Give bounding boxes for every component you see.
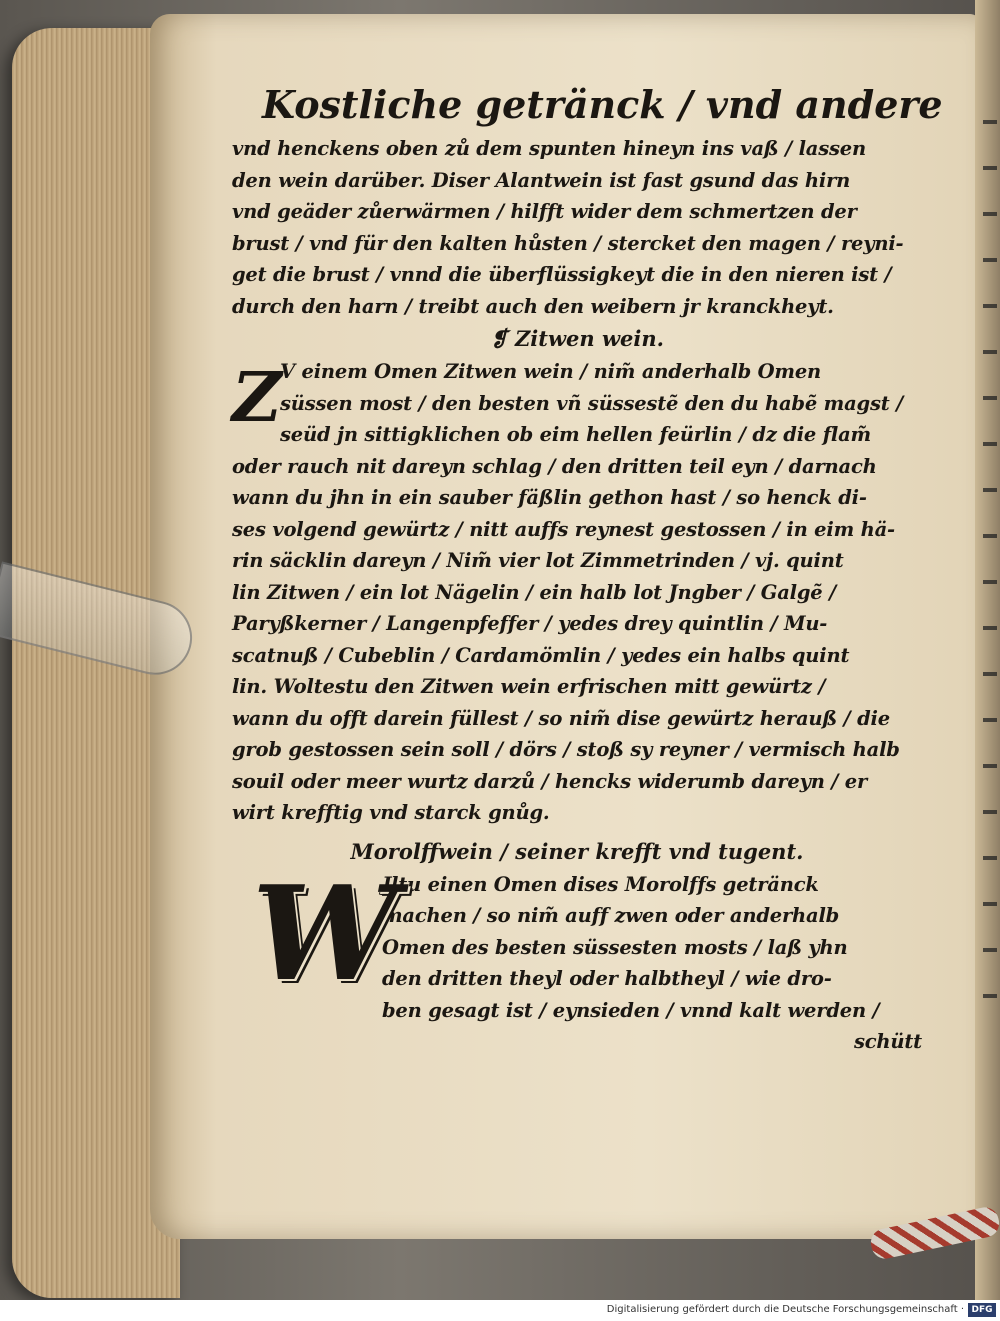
text-line: grob gestossen sein soll / dörs / stoß sy reyner / vermisch halb xyxy=(232,738,900,761)
text-line: wirt krefftig vnd starck gnůg. xyxy=(232,801,550,824)
text-line: ses volgend gewürtz / nitt auffs reynest gestossen / in eim hä- xyxy=(232,517,895,541)
text-line: V einem Omen Zitwen wein / nim̃ anderhalb Omen xyxy=(280,360,821,383)
text-line: vnd henckens oben zů dem spunten hineyn ins vaß / lassen xyxy=(232,137,866,160)
text-line: wann du offt darein füllest / so nim̃ dise gewürtz herauß / die xyxy=(232,706,890,730)
zitwen-recipe xyxy=(232,356,922,829)
text-line: schütt xyxy=(853,1030,922,1053)
footer-bar xyxy=(0,1300,1000,1321)
text-line: machen / so nim̃ auff zwen oder anderhalb xyxy=(382,904,840,927)
drop-cap-z: Z xyxy=(232,358,282,438)
page-text-block xyxy=(232,82,943,1058)
heading-zitwen-wein: ❡ Zitwen wein. xyxy=(490,326,664,351)
text-line: vnd geäder zůerwärmen / hilfft wider dem schmertzen der xyxy=(232,200,857,223)
text-line: den wein darüber. Diser Alantwein ist fast gsund das hirn xyxy=(232,168,851,192)
paragraph-zitwen xyxy=(232,356,922,829)
text-line: Omen des besten süssesten mosts / laß yhn xyxy=(382,935,848,959)
dfg-logo: DFG xyxy=(968,1303,996,1317)
text-line: souil oder meer wurtz darzů / hencks widerumb dareyn / er xyxy=(232,769,868,793)
text-line: get die brust / vnnd die überflüssigkeyt die in den nieren ist / xyxy=(232,263,892,286)
text-line: den dritten theyl oder halbtheyl / wie dro- xyxy=(382,967,832,990)
heading-morolffwein: Morolffwein / seiner krefft vnd tugent. xyxy=(350,838,804,864)
text-line: lin Zitwen / ein lot Nägelin / ein halb lot Jngber / Galgẽ / xyxy=(232,580,837,604)
paragraph-alantwein xyxy=(232,133,922,322)
text-line: seüd jn sittigklichen ob eim hellen feürlin / dz die flam̃ xyxy=(280,423,871,446)
text-line: wann du jhn in ein sauber fäßlin gethon hast / so henck di- xyxy=(232,486,867,509)
drop-cap-w: W xyxy=(252,856,398,1010)
text-line: brust / vnd für den kalten hůsten / stercket den magen / reyni- xyxy=(232,231,904,255)
text-line: süssen most / den besten vñ süssestẽ den du habẽ magst / xyxy=(280,391,904,415)
text-line: lin. Woltestu den Zitwen wein erfrischen mitt gewürtz / xyxy=(232,675,826,698)
page-title: Kostliche getränck / vnd andere xyxy=(262,82,943,127)
text-line: oder rauch nit dareyn schlag / den dritten teil eyn / darnach xyxy=(232,454,877,478)
footer-credit: Digitalisierung gefördert durch die Deutsche Forschungsgemeinschaft · xyxy=(606,1304,964,1315)
morolff-recipe xyxy=(232,856,922,1058)
text-line: durch den harn / treibt auch den weibern jr kranckheyt. xyxy=(232,294,834,318)
text-line: scatnuß / Cubeblin / Cardamömlin / yedes ein halbs quint xyxy=(232,643,850,667)
text-line: Jltu einen Omen dises Morolffs getränck xyxy=(382,872,819,896)
text-line: ben gesagt ist / eynsieden / vnnd kalt werden / xyxy=(382,998,880,1022)
text-line: Paryßkerner / Langenpfeffer / yedes drey quintlin / Mu- xyxy=(232,612,828,635)
facing-page-text-fragment xyxy=(983,120,997,1020)
text-line: rin säcklin dareyn / Nim̃ vier lot Zimmetrinden / vj. quint xyxy=(232,549,844,572)
